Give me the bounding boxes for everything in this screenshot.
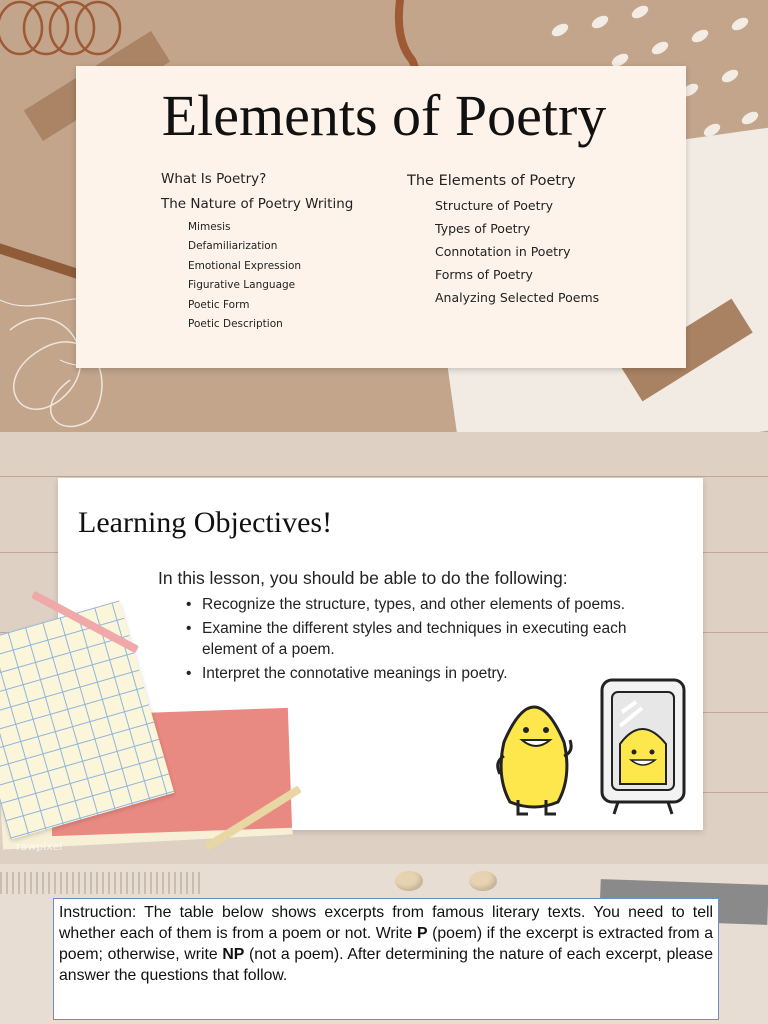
subtopic-item: Connotation in Poetry <box>435 244 571 259</box>
subtopic-item: Mimesis <box>188 221 231 233</box>
subtopic-item: Defamiliarization <box>188 240 278 253</box>
characters-mirror-icon <box>490 672 700 822</box>
topic-item: What Is Poetry? <box>161 171 267 187</box>
subtopic-item: Poetic Description <box>188 317 283 330</box>
subtopic-item: Emotional Expression <box>188 259 302 272</box>
page-title: Elements of Poetry <box>161 83 607 148</box>
slide-elements-of-poetry <box>0 0 768 432</box>
subtopic-item: Figurative Language <box>188 279 296 292</box>
objective-item: • Recognize the structure, types, and other elements of poems. <box>186 594 656 615</box>
subtopic-item: Forms of Poetry <box>435 267 533 282</box>
instruction-code-np: NP <box>222 946 245 963</box>
subtopic-item: Types of Poetry <box>435 221 531 236</box>
tape-strip <box>0 872 200 894</box>
topic-item: The Nature of Poetry Writing <box>161 196 354 212</box>
section-heading: The Elements of Poetry <box>407 173 576 189</box>
objectives-title: Learning Objectives! <box>78 506 333 539</box>
subtopic-item: Analyzing Selected Poems <box>435 290 600 305</box>
instruction-part: (poem) if the excerpt is extracted from a poem; otherwise, write <box>59 925 714 963</box>
subtopic-item: Structure of Poetry <box>435 198 554 213</box>
instruction-part: Instruction: The table below shows excerpts from famous literary texts. You need to tell whether each of them is from a poem or not. Write <box>59 904 713 942</box>
objective-item: • Interpret the connotative meanings in poetry. <box>186 663 656 684</box>
instruction-part: (not a poem). After determining the nature of each excerpt, please answer the questions that follow. <box>59 946 713 984</box>
bead-icon <box>469 871 497 891</box>
objectives-intro: In this lesson, you should be able to do the following: <box>158 568 568 588</box>
watermark: rawpixel <box>16 840 63 853</box>
objective-item: • Examine the different styles and techniques in executing each element of a poem. <box>186 618 656 660</box>
instruction-code-p: P <box>416 925 428 942</box>
topics-right-column <box>407 173 599 313</box>
subtopic-item: Poetic Form <box>188 298 250 311</box>
bead-icon <box>395 871 423 891</box>
instruction-box <box>53 898 719 1020</box>
slide-learning-objectives <box>0 432 768 864</box>
wood-plank-line <box>0 476 768 477</box>
objectives-list <box>186 594 656 687</box>
slide-instruction <box>0 864 768 1024</box>
topics-left-column <box>161 171 353 337</box>
instruction-text <box>59 902 713 986</box>
